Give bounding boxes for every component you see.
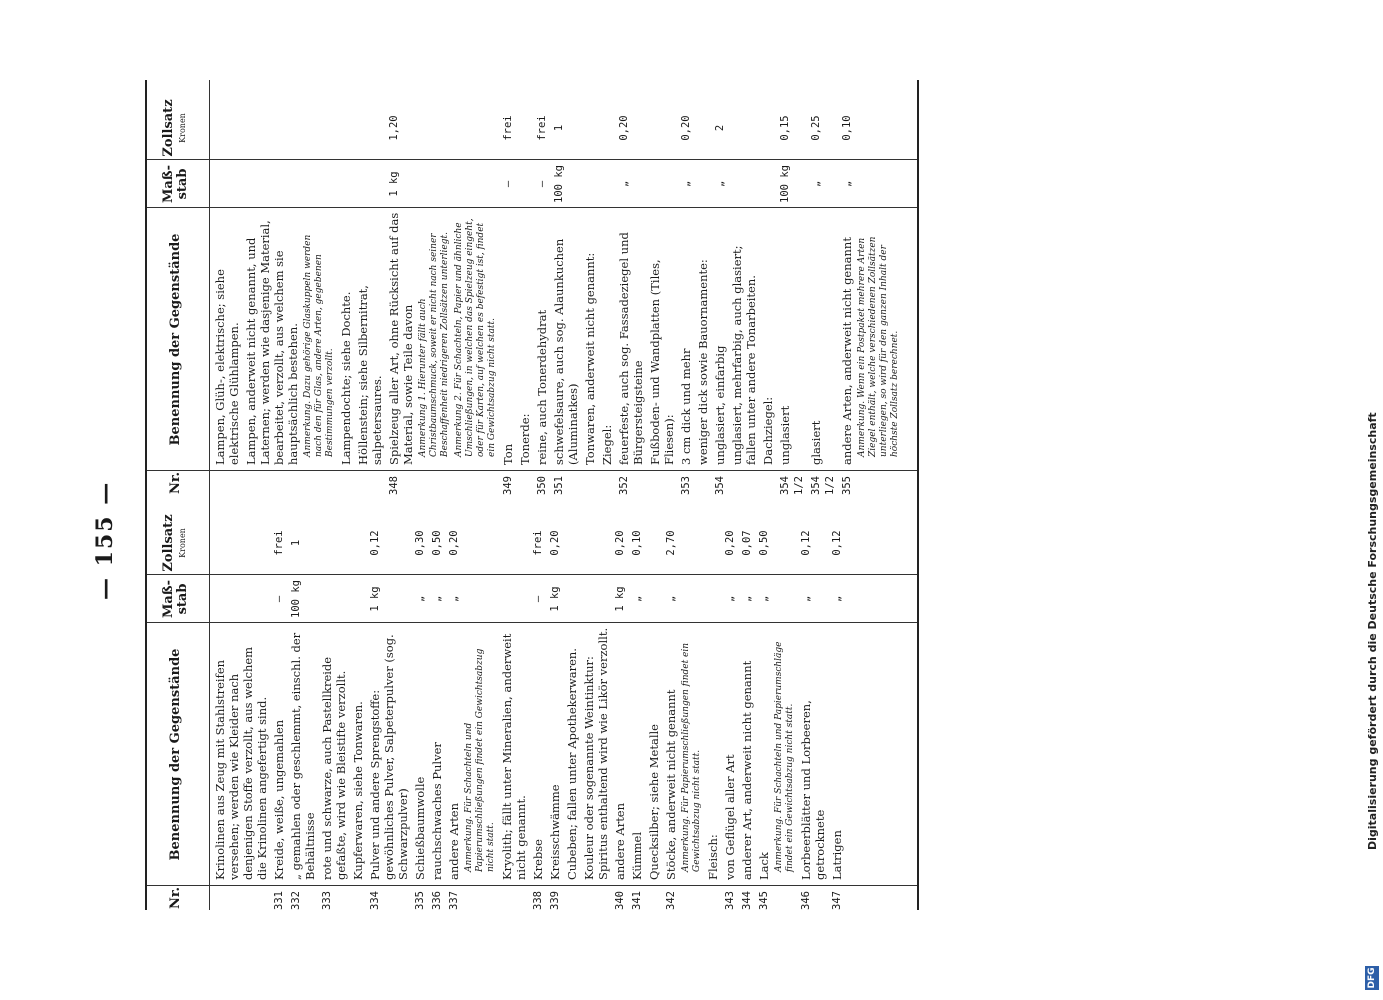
row-number	[303, 471, 336, 495]
row-number: 353	[680, 476, 692, 495]
row-description: Höllenstein; siehe Silbernitrat, salpetersaures.	[356, 285, 384, 465]
row-rate	[339, 96, 353, 160]
row-rate: 0,12	[369, 530, 381, 556]
row-unit: 1 kg	[388, 171, 400, 197]
row-rate: frei	[273, 530, 285, 556]
row-number	[518, 471, 532, 495]
table-row	[583, 80, 597, 495]
row-description: Quecksilber; siehe Metalle	[647, 724, 661, 880]
row-rate: 2,70	[665, 530, 677, 556]
row-number: 331	[273, 891, 285, 910]
row-unit	[761, 160, 775, 208]
table-row	[679, 80, 693, 495]
row-unit: 1 kg	[549, 586, 561, 612]
row-unit: —	[536, 180, 548, 188]
row-rate: 0,50	[758, 530, 770, 556]
table-row	[830, 495, 844, 910]
row-description: andere Arten, anderweit nicht genannt	[840, 237, 854, 465]
table-row	[774, 495, 796, 910]
table-row	[713, 80, 727, 495]
row-rate	[647, 511, 661, 575]
table-row	[799, 495, 827, 910]
row-unit: „	[810, 180, 822, 188]
tariff-table-left	[145, 495, 915, 910]
row-number: 337	[448, 891, 460, 910]
row-description: Kümmel	[630, 831, 644, 880]
table-row	[351, 495, 365, 910]
row-unit: „	[680, 180, 692, 188]
table-row	[548, 495, 562, 910]
row-number: 354 1/2	[810, 476, 836, 495]
row-unit: „	[665, 595, 677, 603]
row-unit	[213, 160, 241, 208]
row-description: reine, auch Tonerdehydrat	[535, 309, 549, 465]
table-row	[213, 495, 269, 910]
table-row	[418, 80, 451, 495]
row-rate	[565, 511, 579, 575]
table-row	[857, 80, 901, 495]
header-unit: Maß-stab	[161, 164, 190, 204]
row-unit	[681, 575, 703, 623]
header-rate-label: Zollsatz	[161, 514, 176, 572]
row-unit: „	[714, 180, 726, 188]
row-rate	[464, 511, 497, 575]
row-number: 336	[431, 891, 443, 910]
table-row	[840, 80, 854, 495]
row-description: Anmerkung. Dazu gehörige Glaskuppeln werden nach den für Glas, andere Arten, gegebenen Bestimmungen verzollt.	[303, 234, 335, 457]
row-number	[761, 471, 775, 495]
row-unit: —	[502, 180, 514, 188]
row-unit: „	[631, 595, 643, 603]
row-rate	[582, 511, 610, 575]
row-number: 334	[369, 891, 381, 910]
row-rate: 0,25	[810, 115, 822, 141]
row-unit	[500, 575, 528, 623]
row-unit	[418, 160, 451, 208]
row-rate	[356, 96, 384, 160]
row-number: 349	[502, 476, 514, 495]
row-rate	[730, 96, 758, 160]
table-row	[696, 80, 710, 495]
row-description: Anmerkung. Wenn ein Postpaket mehrere Arten Ziegel enthält, welche verschiedenen Zollsätzen unterliegen, so wird für den ganzen Inhalt der höchste Zollsatz berechnet.	[857, 236, 900, 457]
row-number	[339, 471, 353, 495]
row-unit	[648, 160, 676, 208]
table-row	[582, 495, 610, 910]
row-number	[454, 471, 498, 495]
row-description: Tonwaren, anderweit nicht genannt:	[583, 252, 597, 465]
row-description: Lampen, anderweit nicht genannt, und Laternen; werden wie dasjenige Material, bearbeitet, verzollt, aus welchem sie hauptsächlich bestehen.	[244, 220, 300, 465]
row-description: unglasiert	[778, 405, 792, 465]
row-description: Kupferwaren, siehe Tonwaren.	[351, 701, 365, 880]
row-number	[600, 471, 614, 495]
row-unit	[582, 575, 610, 623]
row-rate	[857, 96, 901, 160]
table-row	[244, 80, 300, 495]
table-row	[289, 495, 317, 910]
row-description: Cubeben; fallen unter Apothekerwaren.	[565, 648, 579, 880]
row-rate: 0,07	[741, 530, 753, 556]
header-rate	[145, 511, 207, 575]
row-description: Anmerkung 2. Für Schachteln, Papier und ähnliche Umschließungen, in welchen das Spielzeug eingeht, oder für Karten, auf welchen es befestigt ist, findet ein Gewichtsabzug nicht statt.	[454, 218, 497, 457]
page-number: — 155 —	[92, 480, 118, 600]
row-number	[500, 886, 528, 910]
table-row	[368, 495, 410, 910]
row-unit: „	[831, 595, 843, 603]
row-number	[464, 886, 497, 910]
row-description: unglasiert, mehrfarbig, auch glasiert; fallen unter andere Tonarbeiten.	[730, 245, 758, 465]
table-row	[648, 80, 676, 495]
row-number: 343	[724, 891, 736, 910]
row-unit: —	[532, 595, 544, 603]
row-rate: 0,20	[724, 530, 736, 556]
row-number	[730, 471, 758, 495]
row-number: 354	[714, 476, 726, 495]
row-number	[681, 886, 703, 910]
table-row	[565, 495, 579, 910]
row-unit	[464, 575, 497, 623]
header-rate-currency: Kronen	[178, 528, 187, 558]
row-number: 345	[758, 891, 770, 910]
row-description: andere Arten	[447, 802, 461, 880]
row-rate	[244, 96, 300, 160]
row-unit	[213, 575, 269, 623]
table-row	[272, 495, 286, 910]
row-unit: „	[618, 180, 630, 188]
row-rate	[213, 96, 241, 160]
row-rate	[600, 96, 614, 160]
row-number	[648, 471, 676, 495]
row-number	[565, 886, 579, 910]
row-rate: 0,10	[841, 115, 853, 141]
row-rate: 0,30	[414, 530, 426, 556]
table-row	[664, 495, 678, 910]
row-rate	[761, 96, 775, 160]
row-unit	[857, 160, 901, 208]
table-row	[600, 80, 614, 495]
row-number: 354 1/2	[779, 476, 805, 495]
table-row	[809, 80, 837, 495]
row-number: 341	[631, 891, 643, 910]
row-description: feuerfeste, auch sog. Fassadeziegel und Bürgersteigsteine	[617, 232, 645, 465]
row-rate: frei	[532, 530, 544, 556]
row-number: 333	[321, 891, 333, 910]
row-unit	[583, 160, 597, 208]
table-row	[617, 80, 645, 495]
row-description: Krinolinen aus Zeug mit Stahlstreifen versehen; werden wie Kleider nach denjenigen Stoffe verzollt, aus welchem die Krinolinen angefertigt sind.	[213, 646, 269, 880]
row-number: 339	[549, 891, 561, 910]
table-row	[647, 495, 661, 910]
table-row	[447, 495, 461, 910]
row-rate: 1	[290, 539, 302, 547]
row-number	[213, 471, 241, 495]
row-description: Fleisch:	[706, 834, 720, 880]
row-description: Lack	[757, 852, 771, 880]
row-unit: 100 kg	[779, 165, 791, 203]
row-number	[696, 471, 710, 495]
row-number	[647, 886, 661, 910]
row-number: 335	[414, 891, 426, 910]
row-rate	[583, 96, 597, 160]
row-unit	[600, 160, 614, 208]
table-row	[531, 495, 545, 910]
row-rate: 0,20	[680, 115, 692, 141]
row-rate: 0,20	[448, 530, 460, 556]
row-number: 355	[841, 476, 853, 495]
table-row	[518, 80, 532, 495]
dfg-logo: DFG	[1367, 967, 1377, 989]
table-row	[430, 495, 444, 910]
row-unit: „	[724, 595, 736, 603]
row-number: 348	[388, 476, 400, 495]
row-rate: 0,12	[800, 530, 812, 556]
tariff-table-right	[145, 80, 915, 495]
row-description: Dachziegel:	[761, 396, 775, 465]
row-rate: 1	[553, 124, 565, 132]
row-number	[706, 886, 720, 910]
row-rate: 0,50	[431, 530, 443, 556]
table-row	[339, 80, 353, 495]
row-unit	[339, 160, 353, 208]
row-rate: 0,20	[549, 530, 561, 556]
row-unit	[565, 575, 579, 623]
row-unit: „	[800, 595, 812, 603]
table-row	[213, 80, 241, 495]
row-description: Lorbeerblätter und Lorbeeren, getrocknete	[799, 700, 827, 880]
row-description: Stöcke, anderweit nicht genannt	[664, 689, 678, 880]
row-description: Kreisschwämme	[548, 784, 562, 880]
row-number: 350	[536, 476, 548, 495]
table-row	[320, 495, 348, 910]
row-description: weniger dick sowie Bauornamente:	[696, 259, 710, 465]
row-rate	[320, 511, 348, 575]
row-description: Lampen, Glüh-, elektrische; siehe elektrische Glühlampen.	[213, 269, 241, 465]
row-unit: „	[431, 595, 443, 603]
row-unit	[774, 575, 796, 623]
row-description: rote und schwarze, auch Pastellkreide gefaßte, wird wie Bleistifte verzollt.	[320, 656, 348, 880]
header-rate-currency: Kronen	[178, 113, 187, 143]
row-description: Spielzeug aller Art, ohne Rücksicht auf das Material, sowie Teile davon	[387, 212, 415, 465]
row-rate: 0,20	[614, 530, 626, 556]
row-number	[356, 471, 384, 495]
table-row	[723, 495, 737, 910]
row-unit	[320, 575, 348, 623]
row-unit	[303, 160, 336, 208]
header-rate	[145, 96, 207, 160]
row-number: 332	[290, 891, 302, 910]
table-row	[681, 495, 703, 910]
row-number	[582, 886, 610, 910]
table-row	[730, 80, 758, 495]
row-number: 351	[553, 476, 565, 495]
row-description: Lampendochte; siehe Dochte.	[339, 291, 353, 465]
row-description: anderer Art, anderweit nicht genannt	[740, 660, 754, 880]
header-nr: Nr.	[168, 886, 183, 910]
digitization-credit: Digitalisierung gefördert durch die Deutsche Forschungsgemeinschaft	[1366, 412, 1379, 850]
header-name: Benennung der Gegenstände	[168, 233, 183, 446]
row-description: Tonerde:	[518, 413, 532, 465]
row-rate	[213, 511, 269, 575]
header-rate-label: Zollsatz	[161, 99, 176, 157]
row-number	[583, 471, 597, 495]
row-unit: „	[758, 595, 770, 603]
row-rate: 0,20	[618, 115, 630, 141]
row-rate	[696, 96, 710, 160]
table-row	[303, 80, 336, 495]
row-description: schwefelsaure, auch sog. Alaunkuchen (Aluminatkes)	[552, 238, 580, 465]
row-rate	[706, 511, 720, 575]
header-name: Benennung der Gegenstände	[168, 648, 183, 861]
row-rate	[774, 511, 796, 575]
row-number	[418, 471, 451, 495]
row-number: 346	[800, 891, 812, 910]
row-rate	[303, 96, 336, 160]
row-description: Latrigen	[830, 830, 844, 880]
row-description: Kryolith; fällt unter Mineralien, anderweit nicht genannt.	[500, 633, 528, 880]
table-row	[387, 80, 415, 495]
row-description: glasiert	[809, 420, 823, 465]
row-rate: 0,12	[831, 530, 843, 556]
row-unit	[356, 160, 384, 208]
row-number: 338	[532, 891, 544, 910]
row-number: 340	[614, 891, 626, 910]
row-rate: 1,20	[388, 115, 400, 141]
row-unit: 1 kg	[614, 586, 626, 612]
row-rate: 0,15	[779, 115, 791, 141]
row-unit	[730, 160, 758, 208]
row-description: Anmerkung 1. Hierunter fällt auch Christbaumschmuck, soweit er nicht nach seiner Beschaffenheit niedrigeren Zollsätzen unterliegt.	[418, 232, 450, 457]
row-description: Fußboden- und Wandplatten (Tiles, Fliesen):	[648, 259, 676, 465]
row-description: andere Arten	[613, 802, 627, 880]
row-rate: frei	[502, 115, 514, 141]
row-description: Anmerkung. Für Schachteln und Papierumschließungen findet ein Gewichtsabzug nicht statt.	[464, 648, 496, 872]
table-row	[500, 495, 528, 910]
header-nr: Nr.	[168, 471, 183, 495]
table-row	[413, 495, 427, 910]
row-unit	[351, 575, 365, 623]
row-unit	[518, 160, 532, 208]
table-row	[454, 80, 498, 495]
row-description: rauchschwaches Pulver	[430, 742, 444, 880]
table-row	[761, 80, 775, 495]
table-rows	[213, 80, 904, 495]
table-row	[501, 80, 515, 495]
row-description: Schießbaumwolle	[413, 776, 427, 880]
row-description: Krebse	[531, 839, 545, 880]
row-unit: —	[273, 595, 285, 603]
row-description: Anmerkung. Für Schachteln und Papierumschläge findet ein Gewichtsabzug nicht statt.	[774, 641, 795, 872]
table-row	[356, 80, 384, 495]
table-rows	[213, 495, 847, 910]
row-rate: 2	[714, 124, 726, 132]
row-unit	[244, 160, 300, 208]
row-unit: „	[741, 595, 753, 603]
header-unit: Maß-stab	[161, 579, 190, 619]
row-description: von Geflügel aller Art	[723, 754, 737, 880]
row-description: Kouleur oder sogenannte Weintinktur: Spiritus enthaltend wird wie Likör verzollt.	[582, 627, 610, 880]
row-unit: „	[841, 180, 853, 188]
row-rate: frei	[536, 115, 548, 141]
row-description: Pulver und andere Sprengstoffe: gewöhnliches Pulver, Salpeterpulver (sog. Schwarzpulver)	[368, 634, 410, 880]
row-rate	[500, 511, 528, 575]
row-unit	[647, 575, 661, 623]
row-unit: 1 kg	[369, 586, 381, 612]
row-unit	[454, 160, 498, 208]
row-number	[857, 471, 901, 495]
row-number	[774, 886, 796, 910]
row-unit: „	[414, 595, 426, 603]
table-row	[740, 495, 754, 910]
table-row	[706, 495, 720, 910]
row-description: Kreide, weiße, ungemahlen	[272, 719, 286, 880]
row-rate	[518, 96, 532, 160]
table-row	[464, 495, 497, 910]
row-number: 342	[665, 891, 677, 910]
row-number	[213, 886, 269, 910]
row-description: Ziegel:	[600, 424, 614, 465]
row-number	[244, 471, 300, 495]
row-unit	[706, 575, 720, 623]
row-rate	[351, 511, 365, 575]
row-number	[351, 886, 365, 910]
row-description: „ gemahlen oder geschlemmt, einschl. der Behältnisse	[289, 632, 317, 880]
row-number: 344	[741, 891, 753, 910]
row-description: 3 cm dick und mehr	[679, 348, 693, 465]
row-description: Ton	[501, 443, 515, 465]
table-row	[778, 80, 806, 495]
table-row	[757, 495, 771, 910]
row-rate	[681, 511, 703, 575]
row-rate	[454, 96, 498, 160]
table-row	[535, 80, 549, 495]
row-rate	[418, 96, 451, 160]
row-unit	[696, 160, 710, 208]
row-unit: 100 kg	[553, 165, 565, 203]
row-rate	[648, 96, 676, 160]
table-row	[552, 80, 580, 495]
table-row	[613, 495, 627, 910]
row-unit: „	[448, 595, 460, 603]
row-number: 352	[618, 476, 630, 495]
row-unit: 100 kg	[290, 580, 302, 618]
row-rate: 0,10	[631, 530, 643, 556]
row-number: 347	[831, 891, 843, 910]
row-description: unglasiert, einfarbig	[713, 345, 727, 465]
row-description: Anmerkung. Für Papierumschließungen findet ein Gewichtsabzug nicht statt.	[681, 642, 702, 872]
table-row	[630, 495, 644, 910]
